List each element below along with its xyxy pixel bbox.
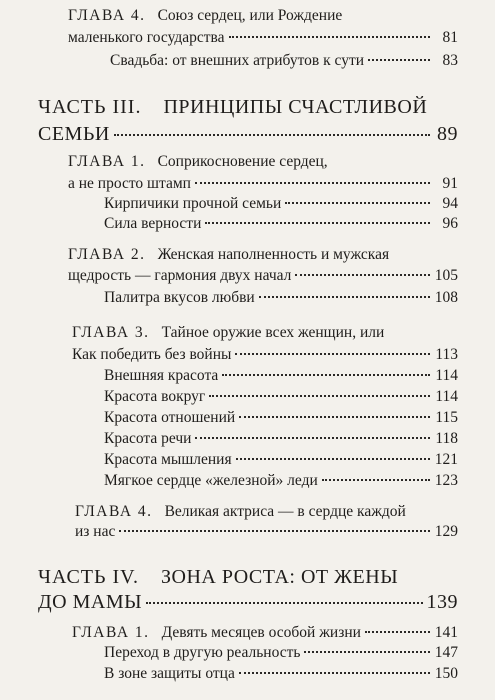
toc-entry-chapter-2-line2 <box>68 266 458 286</box>
toc-page-number: 89 <box>437 123 458 145</box>
toc-entry-chapter-1-hearts-line1 <box>68 152 328 172</box>
toc-page-number: 150 <box>434 665 458 682</box>
toc-dot-leader <box>119 530 430 532</box>
toc-entry-title: Как победить без войны <box>72 346 232 363</box>
toc-dot-leader <box>114 134 430 136</box>
toc-entry-title: маленького государства <box>68 29 225 46</box>
toc-entry-father-protection <box>104 664 458 684</box>
toc-page-number: 121 <box>434 451 458 468</box>
toc-page-number: 129 <box>434 523 458 540</box>
toc-page-number: 118 <box>435 430 458 447</box>
toc-chapter-label: ГЛАВА 2. <box>68 246 146 263</box>
toc-dot-leader <box>322 479 430 481</box>
toc-entry-title: Сила верности <box>104 215 202 232</box>
toc-page-number: 115 <box>435 409 458 426</box>
toc-entry-chapter-2-line1 <box>68 245 389 265</box>
toc-part-title: СЕМЬИ <box>38 123 110 145</box>
toc-chapter-label: ГЛАВА 4. <box>75 503 153 520</box>
toc-entry-chapter-3-line2 <box>72 345 458 365</box>
toc-part-3-line2 <box>38 122 458 146</box>
toc-entry-bricks <box>104 194 458 214</box>
toc-entry-chapter-1-hearts-line2 <box>68 174 458 194</box>
toc-part-title: ДО МАМЫ <box>38 591 143 613</box>
toc-entry-title: Кирпичики прочной семьи <box>104 195 282 212</box>
toc-entry-title: Свадьба: от внешних атрибутов к сути <box>110 52 365 69</box>
toc-dot-leader <box>239 416 430 418</box>
toc-part-4-line1 <box>38 565 398 589</box>
toc-entry-title: Красота вокруг <box>104 388 206 405</box>
toc-entry-chapter-4-union-line2 <box>68 28 458 48</box>
toc-entry-beauty-relations <box>104 408 458 428</box>
toc-page-number: 105 <box>434 267 458 284</box>
toc-page-number: 94 <box>442 195 458 212</box>
toc-page-number: 141 <box>434 624 458 641</box>
toc-entry-fidelity <box>104 214 458 234</box>
toc-entry-transition <box>104 643 458 663</box>
toc-entry-title: а не просто штамп <box>68 175 191 192</box>
toc-entry-title: Мягкое сердце «железной» леди <box>104 472 318 489</box>
toc-page-number: 114 <box>435 367 458 384</box>
toc-entry-title: Тайное оружие всех женщин, или <box>161 324 385 341</box>
toc-entry-chapter-4-actress-line2 <box>75 522 458 542</box>
toc-entry-iron-lady <box>104 471 458 491</box>
toc-entry-title: из нас <box>75 523 116 540</box>
toc-dot-leader <box>222 374 430 376</box>
toc-entry-title: Великая актриса — в сердце каждой <box>164 503 406 520</box>
toc-part-4-line2 <box>38 590 458 614</box>
toc-dot-leader <box>229 36 430 38</box>
toc-entry-title: Союз сердец, или Рождение <box>157 7 343 24</box>
toc-entry-title: В зоне защиты отца <box>104 665 235 682</box>
toc-page-number: 96 <box>442 215 458 232</box>
toc-page-number: 113 <box>435 346 458 363</box>
toc-part-label: ЧАСТЬ III. <box>38 96 142 118</box>
toc-dot-leader <box>195 182 430 184</box>
toc-page-number: 108 <box>434 289 458 306</box>
toc-dot-leader <box>285 202 430 204</box>
toc-page-number: 114 <box>435 388 458 405</box>
toc-entry-title: Переход в другую реальность <box>104 644 301 661</box>
toc-entry-title: Красота мышления <box>104 451 232 468</box>
toc-entry-nine-months <box>72 623 458 643</box>
toc-dot-leader <box>304 651 430 653</box>
toc-page-number: 123 <box>434 472 458 489</box>
toc-dot-leader <box>259 296 430 298</box>
toc-dot-leader <box>205 222 430 224</box>
toc-part-title: ПРИНЦИПЫ СЧАСТЛИВОЙ <box>163 96 428 118</box>
toc-entry-wedding <box>110 51 458 71</box>
toc-chapter-label: ГЛАВА 4. <box>68 7 146 24</box>
toc-entry-title: Красота речи <box>104 430 192 447</box>
toc-entry-outer-beauty <box>104 366 458 386</box>
toc-dot-leader <box>365 631 430 633</box>
toc-entry-beauty-speech <box>104 429 458 449</box>
toc-entry-title: Соприкосновение сердец, <box>157 153 328 170</box>
toc-entry-title: Красота отношений <box>104 409 236 426</box>
toc-dot-leader <box>295 274 430 276</box>
toc-entry-title: Палитра вкусов любви <box>104 289 255 306</box>
toc-part-3-line1 <box>38 95 427 119</box>
toc-dot-leader <box>195 437 430 439</box>
toc-page-number: 81 <box>442 29 458 46</box>
toc-chapter-label: ГЛАВА 1. <box>68 153 146 170</box>
toc-page-number: 91 <box>442 175 458 192</box>
toc-dot-leader <box>239 672 430 674</box>
toc-entry-title: Женская наполненность и мужская <box>157 246 390 263</box>
toc-entry-title: Внешняя красота <box>104 367 219 384</box>
toc-chapter-label: ГЛАВА 1. <box>72 624 150 641</box>
toc-page-number: 139 <box>426 591 458 613</box>
toc-dot-leader <box>209 395 430 397</box>
toc-entry-beauty-around <box>104 387 458 407</box>
toc-dot-leader <box>146 602 422 604</box>
toc-dot-leader <box>235 353 430 355</box>
toc-part-label: ЧАСТЬ IV. <box>38 566 140 588</box>
toc-dot-leader <box>236 458 430 460</box>
toc-chapter-label: ГЛАВА 3. <box>72 324 150 341</box>
toc-entry-title: щедрость — гармония двух начал <box>68 267 292 284</box>
toc-entry-palette <box>104 288 458 308</box>
toc-page-number: 83 <box>442 52 458 69</box>
toc-dot-leader <box>368 59 430 61</box>
toc-entry-chapter-4-union-line1 <box>68 6 342 26</box>
toc-part-title: ЗОНА РОСТА: ОТ ЖЕНЫ <box>161 566 399 588</box>
toc-entry-chapter-4-actress-line1 <box>75 502 406 522</box>
toc-entry-chapter-3-line1 <box>72 323 384 343</box>
toc-entry-beauty-thinking <box>104 450 458 470</box>
toc-entry-title: Девять месяцев особой жизни <box>161 624 361 641</box>
toc-page-number: 147 <box>434 644 458 661</box>
